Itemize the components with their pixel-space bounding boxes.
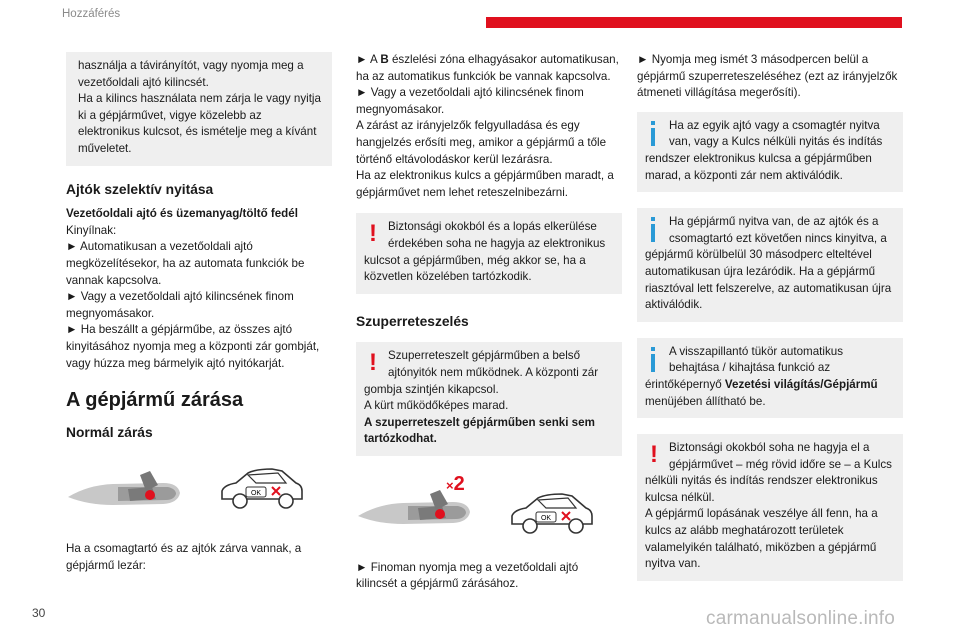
door-handle-press-icon [68, 467, 183, 515]
info-note-3-text: A visszapillantó tükör automatikus behajtása / kihajtása funkció az érintőképernyő Vezetési világítás/Gépjármű menüjében állítható be. [645, 344, 878, 408]
figure-ok-label: OK [540, 514, 552, 522]
subheading-normal-locking: Normál zárás [66, 424, 153, 440]
chapter-heading-locking: A gépjármű zárása [66, 389, 244, 412]
continued-note [66, 52, 332, 166]
figure-caption: ► Finoman nyomja meg a vezetőoldali ajtó kilincsét a gépjármű zárásához. [356, 560, 579, 591]
zone-label: B [380, 53, 389, 66]
figure-ok-label: OK [250, 490, 262, 498]
warning-icon: ! [369, 220, 377, 248]
warning-note-text: Biztonsági okokból soha ne hagyja el a gépjárművet – még rövid időre se – a Kulcs nélküli nyitás és indítás rendszer elektronikus kulcsa nélkül. A gépjármű lopásának veszélye áll fenn, ha a kulcs az alább meghatározott területek valamelyikén található, miközben a gépjármű nyitva van. [645, 441, 892, 571]
step-text: észlelési zóna elhagyásakor automatikusan, ha az automatikus funkciók be vannak kapcsolva. ► Vagy a vezetőoldali ajtó kilincsének finom megnyomásakor. A zárást az irányjelzők felgyulladása és egy hangjelzés erősíti meg, amikor a gépjármű a tőle történő eltávolodáskor kerül lezárásra. Ha az elektronikus kulcs a gépjárműben maradt, a gépjárművet nem lehet reteszelnibezárni. [356, 53, 619, 199]
column-1 [66, 52, 332, 574]
warning-note-text: Biztonsági okokból és a lopás elkerülése érdekében soha ne hagyja az elektronikus kulcsot a gépjárműben, még akkor se, ha a közvetlen közelében tartózkodik. [364, 220, 606, 284]
deadlock-step: ► Nyomja meg ismét 3 másodpercen belül a gépjármű szuperreteszeléséhez (ezt az irányjelzők átmeneti villágítása megerősíti). [637, 53, 898, 100]
section-heading-deadlocking: Szuperreteszelés [356, 313, 469, 329]
deadlock-warning-note [356, 342, 622, 456]
info-icon [641, 216, 667, 246]
figure-caption: Ha a csomagtartó és az ajtók zárva vannak, a gépjármű lezár: [66, 542, 302, 572]
info-note-1-text: Ha az egyik ajtó vagy a csomagtér nyitva van, vagy a Kulcs nélküli nyitás és indítás rendszer elektronikus kulcsa a gépjárműben marad, a központi zár nem aktiválódik. [645, 118, 883, 182]
menu-path: Vezetési világítás/Gépjármű [724, 377, 878, 391]
deadlock-warning-bold: A szuperreteszelt gépjárműben senki sem tartózkodhat. [364, 415, 595, 446]
car-lock-icon [506, 488, 596, 538]
warning-note [356, 213, 622, 293]
info-note-1 [637, 112, 903, 192]
column-3 [637, 52, 903, 597]
section-subheading: Vezetőoldali ajtó és üzemanyag/töltő fedél [66, 207, 298, 221]
header-title: Hozzáférés [62, 8, 121, 20]
locking-steps [356, 52, 622, 201]
section-heading-selective-opening: Ajtók szelektív nyitása [66, 181, 214, 197]
warning-note [637, 434, 903, 581]
header-accent-bar [486, 17, 902, 28]
section-body: Kinyílnak: ► Automatikusan a vezetőoldali ajtó megközelítésekor, ha az automata funkciók be vannak kapcsolva. ► Vagy a vezetőoldali ajtó kilincsének finom megnyomásakor. ► Ha beszállt a gépjárműbe, az összes ajtó kinyitásához nyomja meg a központi zár gombját, vagy húzza meg bármelyik ajtó nyitókarját. [66, 223, 320, 370]
press-twice-label: ×2 [446, 472, 465, 495]
info-note-2 [637, 208, 903, 322]
figure-deadlocking [356, 472, 622, 550]
info-icon [641, 346, 667, 376]
info-note-3 [637, 338, 903, 418]
page-number: 30 [32, 606, 46, 620]
info-icon [641, 120, 667, 150]
warning-icon: ! [650, 441, 658, 469]
figure-normal-locking [66, 453, 332, 531]
door-handle-press-icon [358, 486, 473, 534]
warning-icon: ! [369, 349, 377, 377]
continued-note-text: használja a távirányítót, vagy nyomja meg a vezetőoldali ajtó kilincsét. Ha a kilincs használata nem zárja le vagy nyitja ki a gépjárművet, vigye közelebb az elektronikus kulcsot, és ismételje meg a kívánt műveletet. [78, 59, 321, 155]
deadlock-warning-text: Szuperreteszelt gépjárműben a belső ajtónyitók nem működnek. A központi zár gombja szintjén kikapcsol. A kürt működőképes marad. [364, 349, 599, 413]
step-bullet: ► A [356, 53, 381, 66]
info-note-2-text: Ha gépjármű nyitva van, de az ajtók és a csomagtartó ezt követően nincs kinyitva, a gépjármű körülbelül 30 másodperc elteltével automatikusan újra lezáródik. Ha a gépjármű riasztóval lett felszerelve, az automatikusan újra aktiválódik. [645, 215, 892, 312]
car-lock-icon [216, 463, 306, 513]
column-2 [356, 52, 622, 593]
watermark: carmanualsonline.info [706, 608, 896, 629]
